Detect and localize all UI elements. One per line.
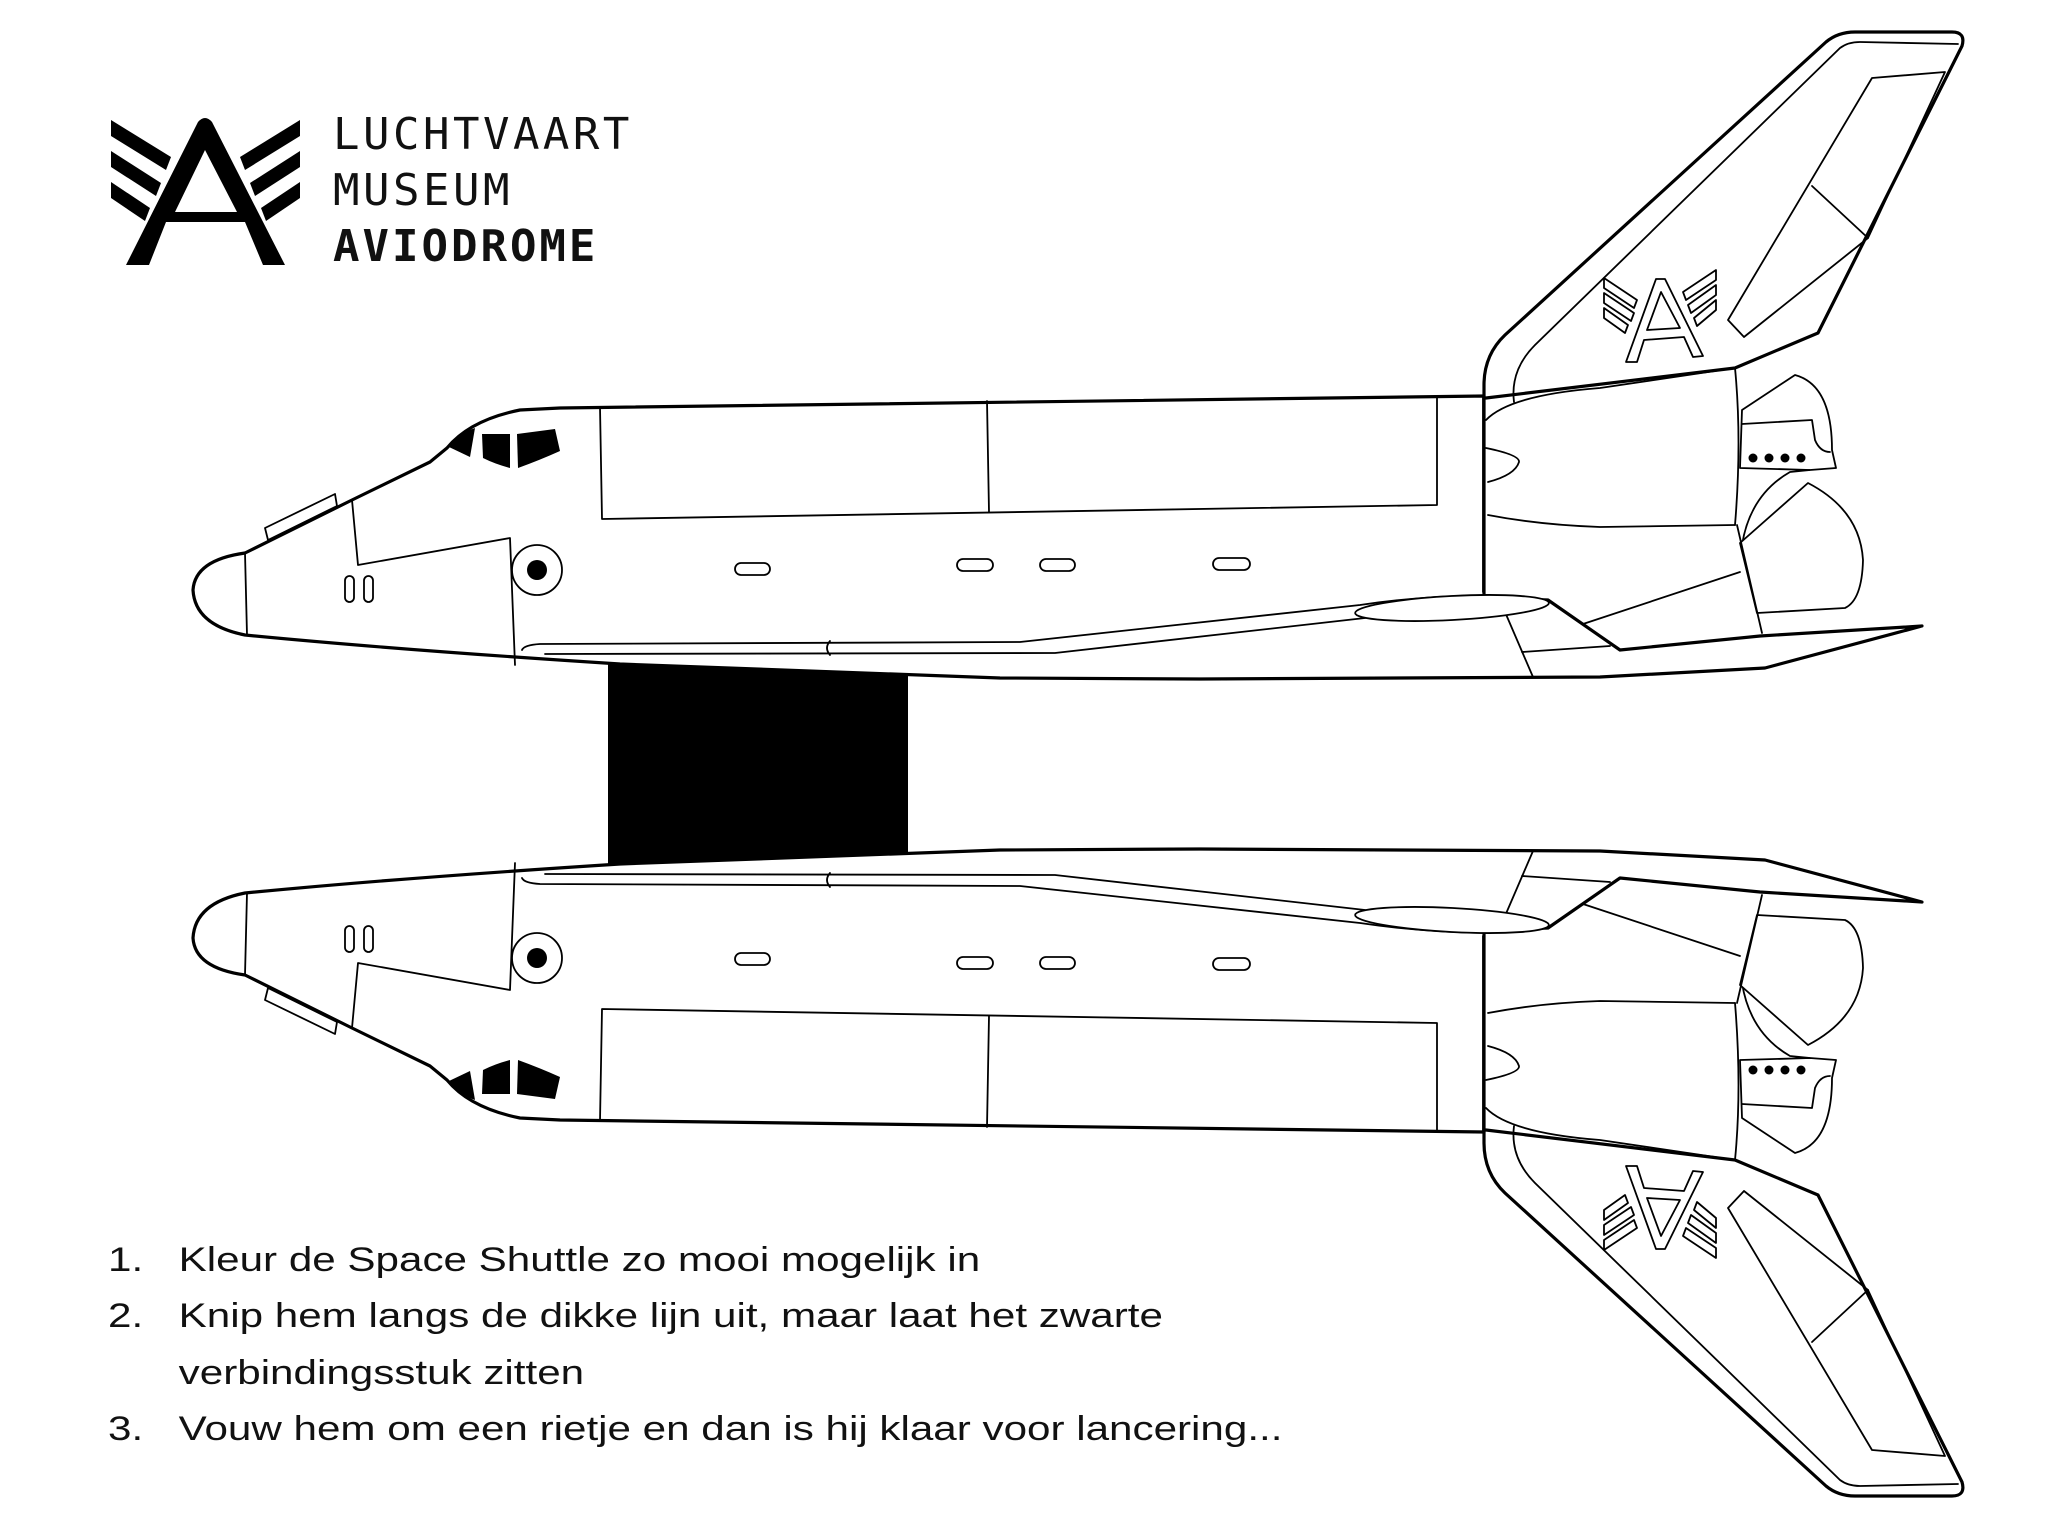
instruction-step-2 [108, 1296, 1163, 1336]
step-number: 2. [108, 1297, 144, 1335]
step-number: 1. [108, 1241, 144, 1279]
logo-line-aviodrome: AVIODROME [333, 221, 599, 272]
instruction-step-3 [108, 1409, 1282, 1449]
step-number: 3. [108, 1410, 144, 1448]
instruction-step-1 [108, 1240, 980, 1280]
aviodrome-logo-icon [111, 118, 300, 265]
step-text: Knip hem langs de dikke lijn uit, maar laat het zwarte [178, 1297, 1163, 1335]
shuttle-bottom-half [193, 849, 1963, 1496]
instruction-step-2-continuation [108, 1353, 584, 1393]
step-text: Vouw hem om een rietje en dan is hij klaar voor lancering... [178, 1410, 1283, 1448]
step-text: verbindingsstuk zitten [178, 1354, 585, 1392]
logo-line-luchtvaart: LUCHTVAART [333, 109, 633, 160]
step-text: Kleur de Space Shuttle zo mooi mogelijk in [178, 1241, 981, 1279]
black-connector-strip [608, 655, 908, 875]
logo-line-museum: MUSEUM [333, 165, 513, 216]
